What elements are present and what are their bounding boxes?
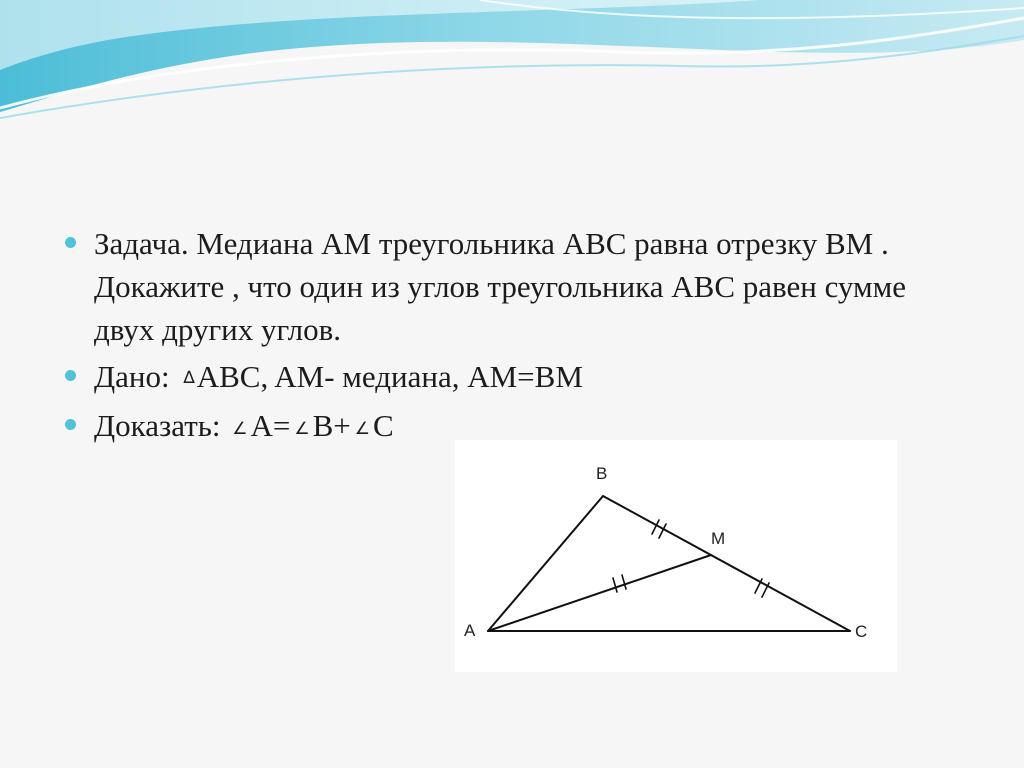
header-wave-decoration [0,0,1024,130]
bullet-list [62,222,962,451]
vertex-label-b: B [596,464,608,483]
bullet-given [62,355,962,400]
triangle-icon: ∆ [183,368,195,388]
given-label: Дано: [94,359,170,394]
vertex-label-c: C [855,622,868,641]
task-text: Задача. Медиана AM треугольника ABC равна отрезку BM . Докажите , что один из углов треугольника ABC равен сумме двух других углов. [94,226,907,347]
angle-icon: ∠ [232,419,248,439]
bullet-dot-icon [65,237,76,248]
bullet-dot-icon [65,419,76,430]
prove-angle-a: A= [250,408,291,443]
prove-angle-b: B+ [312,408,351,443]
prove-angle-c: C [373,408,394,443]
vertex-label-a: A [464,621,476,640]
triangle-svg [455,440,897,672]
point-label-m: M [711,529,726,548]
angle-icon: ∠ [354,419,371,439]
triangle-diagram [455,440,897,672]
angle-icon: ∠ [294,419,310,439]
given-text: ABC, AM- медиана, AM=BM [196,359,583,394]
equal-tick-marks [613,520,769,597]
bullet-dot-icon [65,370,76,381]
bullet-task [62,222,962,351]
side-bc [603,496,850,631]
prove-label: Доказать: [94,408,221,443]
